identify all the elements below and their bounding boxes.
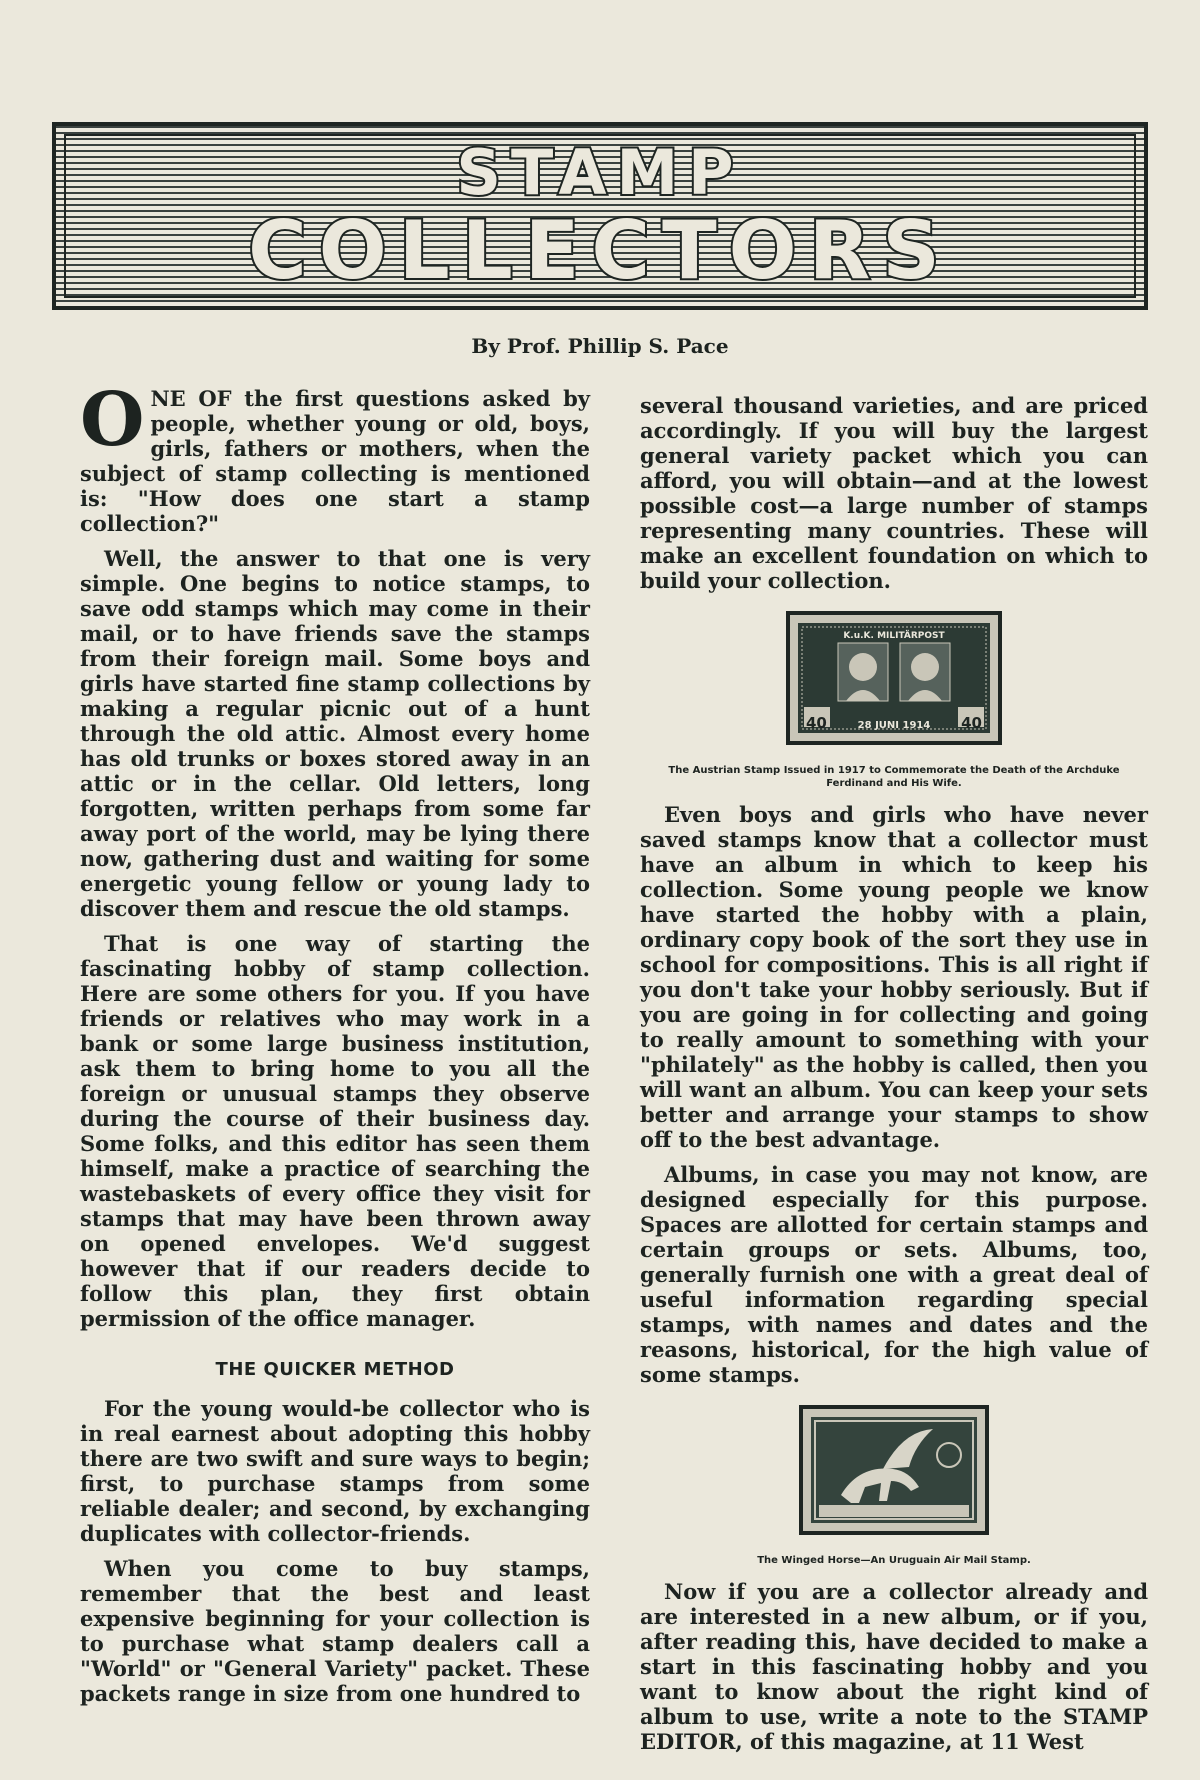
left-paragraph-3: That is one way of starting the fascinating hobby of stamp collection. Here are some others for you. If you have friends or relatives who may work in a bank or some large business institution, ask them to bring home to you all the foreign or unusual stamps they observe during the course of their business day. Some folks, and this editor has seen them himself, make a practice of searching the wastebaskets of every office they visit for stamps that may have been thrown away on opened envelopes. We'd suggest however that if our readers decide to follow this plan, they first obtain permission of the office manager. xyxy=(80,931,590,1331)
right-paragraph-4: Now if you are a collector already and are interested in a new album, or if you, after reading this, have decided to make a start in this fascinating hobby and you want to know about the right kind of album to use, write a note to the STAMP EDITOR, of this magazine, at 11 West xyxy=(640,1579,1148,1754)
right-paragraph-1: several thousand varieties, and are priced accordingly. If you will buy the largest general variety packet which you can afford, you will obtain—and at the lowest possible cost—a large number of stamps representing many countries. These will make an excellent foundation on which to build your collection. xyxy=(640,393,1148,593)
right-paragraph-3: Albums, in case you may not know, are designed especially for this purpose. Spaces are allotted for certain stamps and certain groups or sets. Albums, too, generally furnish one with a great deal of useful information regarding special stamps, with names and dates and the reasons, historical, for the high value of some stamps. xyxy=(640,1162,1148,1387)
subheading: THE QUICKER METHOD xyxy=(215,1359,455,1380)
byline: By Prof. Phillip S. Pace xyxy=(471,334,729,358)
left-paragraph-5: When you come to buy stamps, remember that the best and least expensive beginning for your collection is to purchase what stamp dealers call a "World" or "General Variety" packet. These packets range in size from one hundred to xyxy=(80,1556,590,1706)
left-paragraph-2: Well, the answer to that one is very simple. One begins to notice stamps, to save odd stamps which may come in their mail, or to have friends save the stamps from their foreign mail. Some boys and girls have started fine stamp collections by making a regular picnic out of a hunt through the old attic. Almost every home has old trunks or boxes stored away in an attic or in the cellar. Old letters, long forgotten, written perhaps from some far away port of the world, may be lying there now, gathering dust and waiting for some energetic young fellow or young lady to discover them and rescue the old stamps. xyxy=(80,546,590,921)
left-paragraph-1 xyxy=(80,377,590,536)
austrian-stamp-figure xyxy=(640,611,1148,790)
title-banner xyxy=(52,122,1148,310)
title-line-2: COLLECTORS xyxy=(248,204,952,297)
austrian-stamp-image xyxy=(786,611,1002,745)
uruguay-stamp-caption: The Winged Horse—An Uruguain Air Mail Stamp. xyxy=(757,1555,1031,1566)
drop-cap: O xyxy=(80,377,145,463)
right-paragraph-2: Even boys and girls who have never saved stamps know that a collector must have an album in which to keep his collection. Some young people we know have started the hobby with a plain, ordinary copy book of the sort they use in school for compositions. This is all right if you don't take your hobby seriously. But if you are going in for collecting and going to really amount to something with your "philately" as the hobby is called, then you will want an album. You can keep your sets better and arrange your stamps to show off to the best advantage. xyxy=(640,802,1148,1152)
winged-horse-illustration xyxy=(811,1417,977,1523)
stamp-value-right: 40 xyxy=(961,714,982,732)
left-paragraph-1-text: NE OF the first questions asked by people, whether young or old, boys, girls, fathers or mothers, when the subject of stamp collecting is mentioned is: "How does one start a stamp collection?" xyxy=(80,386,590,536)
austrian-stamp-caption: The Austrian Stamp Issued in 1917 to Commemorate the Death of the Archduke Ferdinand and His Wife. xyxy=(668,765,1120,789)
title-line-1: STAMP xyxy=(456,136,744,209)
right-column xyxy=(640,393,1148,1764)
stamp-date-text: 28 JUNI 1914 xyxy=(857,720,931,731)
uruguay-stamp-image xyxy=(799,1405,989,1535)
stamp-top-text: K.u.K. MILITÄRPOST xyxy=(843,631,945,641)
stamp-value-left: 40 xyxy=(806,714,827,732)
uruguay-stamp-figure xyxy=(640,1405,1148,1567)
left-column xyxy=(80,377,590,1716)
left-paragraph-4: For the young would-be collector who is in real earnest about adopting this hobby there are two swift and sure ways to begin; first, to purchase stamps from some reliable dealer; and second, by exchanging duplicates with collector-friends. xyxy=(80,1396,590,1546)
